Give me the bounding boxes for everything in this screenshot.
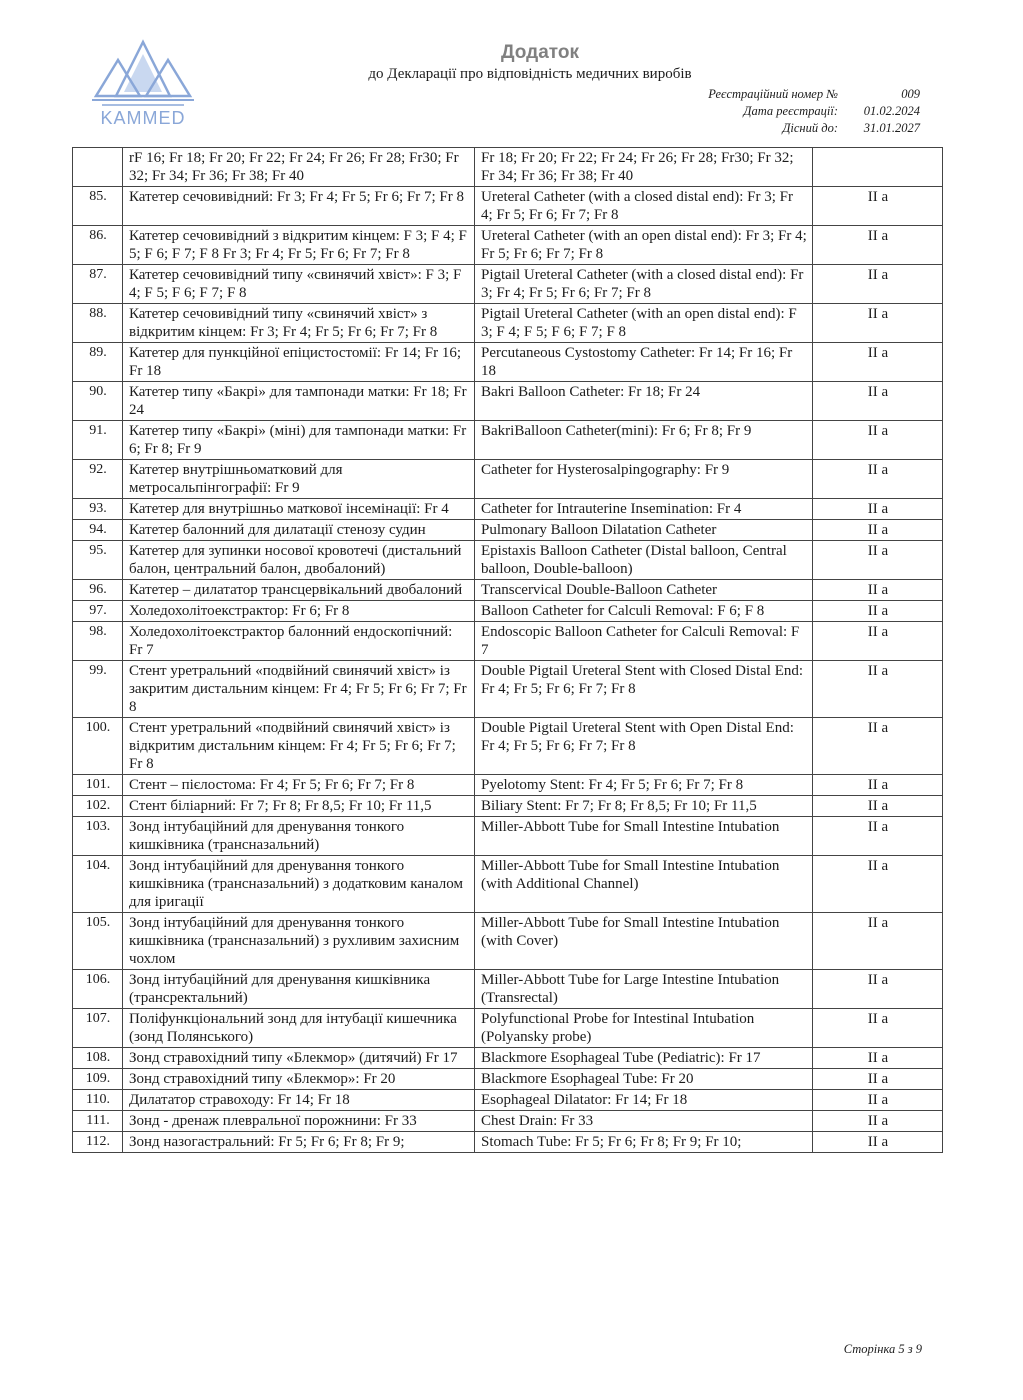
- table-row: [73, 148, 943, 187]
- device-name-ua: Зонд інтубаційний для дренування тонкого кишківника (трансназальний) з рухливим захисним чохлом: [123, 913, 475, 970]
- device-name-en: Catheter for Intrauterine Insemination: Fr 4: [475, 499, 813, 520]
- table-row: [73, 265, 943, 304]
- row-number: 89.: [73, 343, 123, 382]
- risk-class: II a: [813, 541, 943, 580]
- risk-class: II a: [813, 226, 943, 265]
- device-name-en: Stomach Tube: Fr 5; Fr 6; Fr 8; Fr 9; Fr 10;: [475, 1132, 813, 1153]
- risk-class: II a: [813, 187, 943, 226]
- device-name-ua: Катетер внутрішньоматковий для метросальпінгографії: Fr 9: [123, 460, 475, 499]
- device-name-en: Epistaxis Balloon Catheter (Distal balloon, Central balloon, Double-balloon): [475, 541, 813, 580]
- table-row: [73, 382, 943, 421]
- row-number: 109.: [73, 1069, 123, 1090]
- row-number: 95.: [73, 541, 123, 580]
- risk-class: II a: [813, 913, 943, 970]
- row-number: 93.: [73, 499, 123, 520]
- logo-mountains-icon: [88, 38, 198, 110]
- table-row: [73, 775, 943, 796]
- table-row: [73, 580, 943, 601]
- logo-text: KAMMED: [100, 108, 186, 128]
- registration-date-value: 01.02.2024: [863, 104, 920, 118]
- row-number: 105.: [73, 913, 123, 970]
- device-name-ua: Зонд стравохідний типу «Блекмор»: Fr 20: [123, 1069, 475, 1090]
- row-number: 97.: [73, 601, 123, 622]
- risk-class: II a: [813, 718, 943, 775]
- row-number: 86.: [73, 226, 123, 265]
- row-number: 85.: [73, 187, 123, 226]
- device-name-en: Pigtail Ureteral Catheter (with an open distal end): F 3; F 4; F 5; F 6; F 7; F 8: [475, 304, 813, 343]
- device-name-en: Fr 18; Fr 20; Fr 22; Fr 24; Fr 26; Fr 28; Fr30; Fr 32; Fr 34; Fr 36; Fr 38; Fr 40: [475, 148, 813, 187]
- registration-number-label: Реєстраційний номер №: [708, 87, 838, 101]
- risk-class: II a: [813, 1009, 943, 1048]
- device-name-ua: Стент біліарний: Fr 7; Fr 8; Fr 8,5; Fr 10; Fr 11,5: [123, 796, 475, 817]
- device-name-en: Transcervical Double-Balloon Catheter: [475, 580, 813, 601]
- row-number: 102.: [73, 796, 123, 817]
- row-number: 108.: [73, 1048, 123, 1069]
- risk-class: II a: [813, 382, 943, 421]
- table-row: [73, 541, 943, 580]
- registration-block: [640, 86, 930, 137]
- table-row: [73, 421, 943, 460]
- row-number: 98.: [73, 622, 123, 661]
- device-name-ua: Поліфункціональний зонд для інтубації кишечника (зонд Полянського): [123, 1009, 475, 1048]
- table-row: [73, 460, 943, 499]
- device-name-ua: Зонд інтубаційний для дренування тонкого кишківника (трансназальний): [123, 817, 475, 856]
- device-name-en: Miller-Abbott Tube for Large Intestine Intubation (Transrectal): [475, 970, 813, 1009]
- device-name-en: Polyfunctional Probe for Intestinal Intubation (Polyansky probe): [475, 1009, 813, 1048]
- device-name-ua: Стент – пієлостома: Fr 4; Fr 5; Fr 6; Fr 7; Fr 8: [123, 775, 475, 796]
- risk-class: II a: [813, 460, 943, 499]
- row-number: 106.: [73, 970, 123, 1009]
- row-number: 112.: [73, 1132, 123, 1153]
- table-row: [73, 343, 943, 382]
- device-name-en: Percutaneous Cystostomy Catheter: Fr 14; Fr 16; Fr 18: [475, 343, 813, 382]
- table-row: [73, 1132, 943, 1153]
- risk-class: II a: [813, 1090, 943, 1111]
- table-row: [73, 520, 943, 541]
- device-name-ua: Катетер для внутрішньо маткової інсемінації: Fr 4: [123, 499, 475, 520]
- row-number: 100.: [73, 718, 123, 775]
- device-name-ua: Зонд стравохідний типу «Блекмор» (дитячий) Fr 17: [123, 1048, 475, 1069]
- device-name-en: BakriBalloon Catheter(mini): Fr 6; Fr 8; Fr 9: [475, 421, 813, 460]
- row-number: 110.: [73, 1090, 123, 1111]
- device-name-en: Blackmore Esophageal Tube: Fr 20: [475, 1069, 813, 1090]
- row-number: 101.: [73, 775, 123, 796]
- risk-class: II a: [813, 343, 943, 382]
- device-name-en: Esophageal Dilatator: Fr 14; Fr 18: [475, 1090, 813, 1111]
- row-number: 103.: [73, 817, 123, 856]
- device-name-en: Miller-Abbott Tube for Small Intestine Intubation (with Additional Channel): [475, 856, 813, 913]
- row-number: 87.: [73, 265, 123, 304]
- row-number: 90.: [73, 382, 123, 421]
- row-number: 107.: [73, 1009, 123, 1048]
- device-name-en: Ureteral Catheter (with an open distal end): Fr 3; Fr 4; Fr 5; Fr 6; Fr 7; Fr 8: [475, 226, 813, 265]
- risk-class: II a: [813, 661, 943, 718]
- device-name-en: Biliary Stent: Fr 7; Fr 8; Fr 8,5; Fr 10; Fr 11,5: [475, 796, 813, 817]
- row-number: 96.: [73, 580, 123, 601]
- device-name-ua: rF 16; Fr 18; Fr 20; Fr 22; Fr 24; Fr 26; Fr 28; Fr30; Fr 32; Fr 34; Fr 36; Fr 38; Fr 40: [123, 148, 475, 187]
- device-name-ua: Зонд інтубаційний для дренування кишківника (трансректальний): [123, 970, 475, 1009]
- device-name-ua: Катетер сечовивідний з відкритим кінцем: F 3; F 4; F 5; F 6; F 7; F 8 Fr 3; Fr 4; Fr 5; Fr 6; Fr 7; Fr 8: [123, 226, 475, 265]
- device-name-en: Balloon Catheter for Calculi Removal: F 6; F 8: [475, 601, 813, 622]
- table-row: [73, 601, 943, 622]
- table-row: [73, 970, 943, 1009]
- device-name-en: Miller-Abbott Tube for Small Intestine Intubation (with Cover): [475, 913, 813, 970]
- device-name-en: Double Pigtail Ureteral Stent with Open Distal End: Fr 4; Fr 5; Fr 6; Fr 7; Fr 8: [475, 718, 813, 775]
- table-row: [73, 1111, 943, 1132]
- risk-class: II a: [813, 520, 943, 541]
- device-name-ua: Зонд - дренаж плевральної порожнини: Fr 33: [123, 1111, 475, 1132]
- device-name-ua: Катетер сечовивідний типу «свинячий хвіст»: F 3; F 4; F 5; F 6; F 7; F 8: [123, 265, 475, 304]
- device-name-en: Chest Drain: Fr 33: [475, 1111, 813, 1132]
- registration-number-row: [640, 86, 930, 103]
- table-row: [73, 718, 943, 775]
- table-row: [73, 304, 943, 343]
- risk-class: II a: [813, 622, 943, 661]
- device-name-ua: Холедохолітоекстрактор: Fr 6; Fr 8: [123, 601, 475, 622]
- registration-number-value: 009: [901, 87, 920, 101]
- row-number: 91.: [73, 421, 123, 460]
- device-name-ua: Катетер типу «Бакрі» (міні) для тампонади матки: Fr 6; Fr 8; Fr 9: [123, 421, 475, 460]
- page-number: Сторінка 5 з 9: [843, 1342, 922, 1356]
- table-row: [73, 499, 943, 520]
- device-name-ua: Катетер для зупинки носової кровотечі (дистальний балон, центральний балон, двобалоний): [123, 541, 475, 580]
- row-number: 111.: [73, 1111, 123, 1132]
- device-name-en: Blackmore Esophageal Tube (Pediatric): Fr 17: [475, 1048, 813, 1069]
- devices-table-body: [73, 148, 943, 1153]
- table-row: [73, 1090, 943, 1111]
- table-row: [73, 856, 943, 913]
- valid-until-value: 31.01.2027: [863, 121, 920, 135]
- company-logo: [88, 38, 198, 130]
- risk-class: [813, 148, 943, 187]
- risk-class: II a: [813, 1132, 943, 1153]
- row-number: 88.: [73, 304, 123, 343]
- device-name-ua: Зонд назогастральний: Fr 5; Fr 6; Fr 8; Fr 9;: [123, 1132, 475, 1153]
- risk-class: II a: [813, 817, 943, 856]
- row-number: 104.: [73, 856, 123, 913]
- risk-class: II a: [813, 421, 943, 460]
- risk-class: II a: [813, 1069, 943, 1090]
- row-number: 92.: [73, 460, 123, 499]
- device-name-ua: Стент уретральний «подвійний свинячий хвіст» із закритим дистальним кінцем: Fr 4; Fr 5; Fr 6; Fr 7; Fr 8: [123, 661, 475, 718]
- devices-table: [72, 147, 943, 1153]
- device-name-ua: Зонд інтубаційний для дренування тонкого кишківника (трансназальний) з додатковим каналом для іригації: [123, 856, 475, 913]
- table-row: [73, 226, 943, 265]
- row-number: 94.: [73, 520, 123, 541]
- device-name-en: Bakri Balloon Catheter: Fr 18; Fr 24: [475, 382, 813, 421]
- device-name-en: Miller-Abbott Tube for Small Intestine Intubation: [475, 817, 813, 856]
- risk-class: II a: [813, 970, 943, 1009]
- device-name-ua: Катетер балонний для дилатації стенозу судин: [123, 520, 475, 541]
- page-subtitle: до Декларації про відповідність медичних виробів: [368, 66, 692, 82]
- table-row: [73, 913, 943, 970]
- table-row: [73, 1069, 943, 1090]
- device-name-ua: Катетер типу «Бакрі» для тампонади матки: Fr 18; Fr 24: [123, 382, 475, 421]
- risk-class: II a: [813, 304, 943, 343]
- risk-class: II a: [813, 1048, 943, 1069]
- table-row: [73, 817, 943, 856]
- risk-class: II a: [813, 1111, 943, 1132]
- device-name-ua: Катетер для пункційної епіцистостомії: Fr 14; Fr 16; Fr 18: [123, 343, 475, 382]
- device-name-en: Endoscopic Balloon Catheter for Calculi Removal: F 7: [475, 622, 813, 661]
- risk-class: II a: [813, 775, 943, 796]
- row-number: 99.: [73, 661, 123, 718]
- device-name-en: Pyelotomy Stent: Fr 4; Fr 5; Fr 6; Fr 7; Fr 8: [475, 775, 813, 796]
- device-name-en: Pulmonary Balloon Dilatation Catheter: [475, 520, 813, 541]
- table-row: [73, 622, 943, 661]
- device-name-ua: Стент уретральний «подвійний свинячий хвіст» із відкритим дистальним кінцем: Fr 4; Fr 5; Fr 6; Fr 7; Fr 8: [123, 718, 475, 775]
- risk-class: II a: [813, 796, 943, 817]
- table-row: [73, 661, 943, 718]
- device-name-en: Ureteral Catheter (with a closed distal end): Fr 3; Fr 4; Fr 5; Fr 6; Fr 7; Fr 8: [475, 187, 813, 226]
- device-name-ua: Катетер сечовивідний типу «свинячий хвіст» з відкритим кінцем: Fr 3; Fr 4; Fr 5; Fr 6; Fr 7; Fr 8: [123, 304, 475, 343]
- device-name-ua: Холедохолітоекстрактор балонний ендоскопічний: Fr 7: [123, 622, 475, 661]
- registration-date-label: Дата реєстрації:: [743, 104, 838, 118]
- device-name-en: Catheter for Hysterosalpingography: Fr 9: [475, 460, 813, 499]
- table-row: [73, 1009, 943, 1048]
- device-name-ua: Дилататор стравоходу: Fr 14; Fr 18: [123, 1090, 475, 1111]
- risk-class: II a: [813, 499, 943, 520]
- risk-class: II a: [813, 601, 943, 622]
- page-title: Додаток: [501, 42, 579, 63]
- device-name-en: Pigtail Ureteral Catheter (with a closed distal end): Fr 3; Fr 4; Fr 5; Fr 6; Fr 7; Fr 8: [475, 265, 813, 304]
- device-name-en: Double Pigtail Ureteral Stent with Closed Distal End: Fr 4; Fr 5; Fr 6; Fr 7; Fr 8: [475, 661, 813, 718]
- row-number: [73, 148, 123, 187]
- device-name-ua: Катетер сечовивідний: Fr 3; Fr 4; Fr 5; Fr 6; Fr 7; Fr 8: [123, 187, 475, 226]
- risk-class: II a: [813, 265, 943, 304]
- table-row: [73, 796, 943, 817]
- table-row: [73, 187, 943, 226]
- valid-until-row: [640, 120, 930, 137]
- table-row: [73, 1048, 943, 1069]
- registration-date-row: [640, 103, 930, 120]
- risk-class: II a: [813, 856, 943, 913]
- valid-until-label: Дісний до:: [782, 121, 838, 135]
- device-name-ua: Катетер – дилататор трансцервікальний двобалоний: [123, 580, 475, 601]
- risk-class: II a: [813, 580, 943, 601]
